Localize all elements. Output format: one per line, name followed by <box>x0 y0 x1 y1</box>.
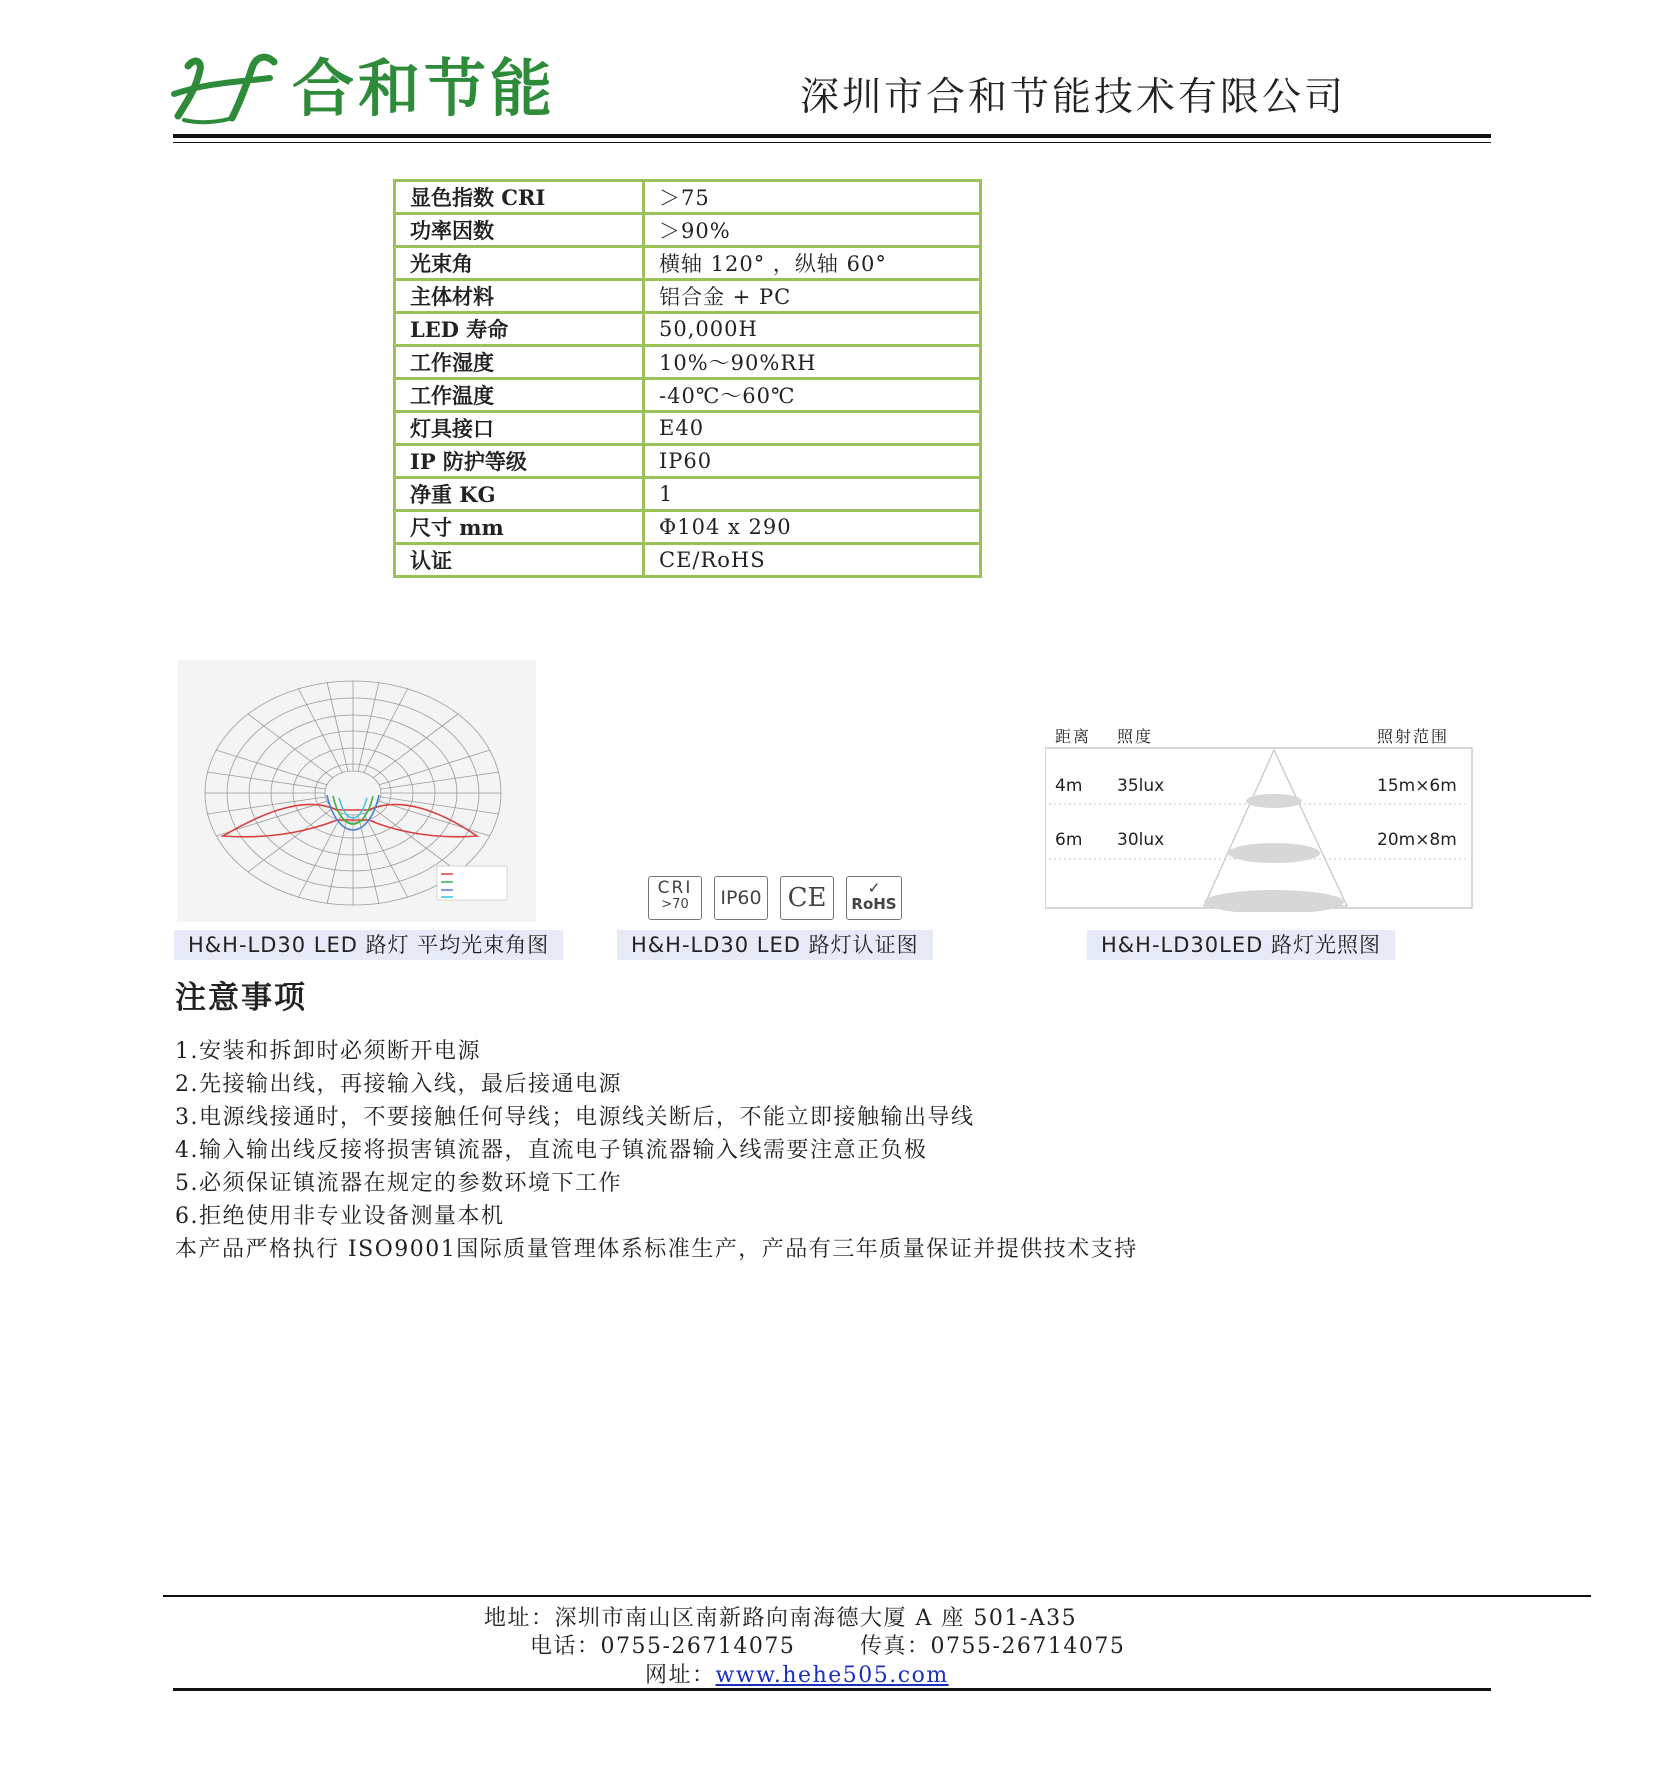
spec-value: E40 <box>644 412 981 445</box>
ip60-badge: IP60 <box>714 876 768 920</box>
notes-list <box>175 1035 1138 1266</box>
footer-fax: 传真：0755-26714075 <box>860 1634 1126 1659</box>
cri-badge-bottom: >70 <box>661 897 689 912</box>
spec-value: 横轴 120° ，纵轴 60° <box>644 247 981 280</box>
polar-figure-caption: H&H-LD30 LED 路灯 平均光束角图 <box>174 930 563 960</box>
spec-table <box>393 179 982 578</box>
spec-row <box>395 214 981 247</box>
header-divider <box>173 134 1491 138</box>
note-item: 2.先接输出线，再接输入线，最后接通电源 <box>175 1072 622 1097</box>
spec-label: LED 寿命 <box>395 313 644 346</box>
spec-value: CE/RoHS <box>644 544 981 577</box>
cri-badge-top: CRI <box>657 878 693 898</box>
footer-website-link[interactable]: www.hehe505.com <box>715 1663 949 1688</box>
spec-label: 功率因数 <box>395 214 644 247</box>
spec-value: IP60 <box>644 445 981 478</box>
spec-row <box>395 247 981 280</box>
spec-label: 灯具接口 <box>395 412 644 445</box>
footer-phone: 电话：0755-26714075 <box>530 1634 796 1659</box>
spec-row <box>395 544 981 577</box>
spec-value: 50,000H <box>644 313 981 346</box>
spec-value: 铝合金 + PC <box>644 280 981 313</box>
spec-value: ＞75 <box>644 181 981 214</box>
ce-badge: CE <box>780 876 834 920</box>
spec-value: -40℃～60℃ <box>644 379 981 412</box>
spec-label: 主体材料 <box>395 280 644 313</box>
beam-row-distance: 6m <box>1055 830 1083 850</box>
footer-divider-bottom <box>173 1688 1491 1691</box>
checkmark-icon: ✓ <box>867 879 881 897</box>
spec-row <box>395 478 981 511</box>
note-item: 3.电源线接通时，不要接触任何导线；电源线关断后，不能立即接触输出导线 <box>175 1105 975 1130</box>
footer-website-label: 网址： <box>645 1663 716 1688</box>
beam-header-illuminance: 照度 <box>1117 727 1154 746</box>
note-item: 4.输入输出线反接将损害镇流器，直流电子镇流器输入线需要注意正负极 <box>175 1138 928 1163</box>
footer-website-row <box>645 1665 949 1687</box>
cri-badge <box>648 876 702 920</box>
spec-label: 光束角 <box>395 247 644 280</box>
company-name: 深圳市合和节能技术有限公司 <box>800 75 1347 120</box>
beam-figure-caption: H&H-LD30LED 路灯光照图 <box>1087 930 1395 960</box>
rohs-badge <box>846 876 902 920</box>
cert-figure-caption: H&H-LD30 LED 路灯认证图 <box>617 930 933 960</box>
spec-value: 1 <box>644 478 981 511</box>
spec-row <box>395 379 981 412</box>
polar-distribution-figure <box>177 660 536 922</box>
beam-header-range: 照射范围 <box>1377 727 1450 746</box>
spec-label: 工作湿度 <box>395 346 644 379</box>
footer-address: 地址：深圳市南山区南新路向南海德大厦 A 座 501-A35 <box>484 1606 1078 1631</box>
note-item: 5.必须保证镇流器在规定的参数环境下工作 <box>175 1171 622 1196</box>
header-divider-thin <box>173 142 1491 143</box>
logo-text: 合和节能 <box>292 52 557 125</box>
notes-title: 注意事项 <box>175 980 307 1016</box>
spec-row <box>395 313 981 346</box>
spec-row <box>395 445 981 478</box>
beam-header-distance: 距离 <box>1055 727 1092 746</box>
beam-row-illuminance: 30lux <box>1117 830 1165 850</box>
spec-label: 净重 KG <box>395 478 644 511</box>
beam-coverage-figure <box>1045 718 1478 912</box>
beam-row-range: 15m×6m <box>1377 776 1457 796</box>
company-logo-mark <box>170 48 280 128</box>
spec-row <box>395 181 981 214</box>
spec-row <box>395 280 981 313</box>
note-item: 1.安装和拆卸时必须断开电源 <box>175 1039 481 1064</box>
beam-row-distance: 4m <box>1055 776 1083 796</box>
beam-row-illuminance: 35lux <box>1117 776 1165 796</box>
note-item: 本产品严格执行 ISO9001国际质量管理体系标准生产，产品有三年质量保证并提供技术支持 <box>175 1237 1138 1262</box>
spec-label: 显色指数 CRI <box>395 181 644 214</box>
rohs-badge-label: RoHS <box>851 895 897 913</box>
beam-row-range: 20m×8m <box>1377 830 1457 850</box>
note-item: 6.拒绝使用非专业设备测量本机 <box>175 1204 505 1229</box>
spec-value: Φ104 x 290 <box>644 511 981 544</box>
certification-badges <box>648 876 918 922</box>
spec-label: 尺寸 mm <box>395 511 644 544</box>
spec-value: 10%～90%RH <box>644 346 981 379</box>
spec-row <box>395 511 981 544</box>
spec-row <box>395 412 981 445</box>
footer-divider-top <box>163 1595 1591 1597</box>
spec-label: IP 防护等级 <box>395 445 644 478</box>
spec-label: 认证 <box>395 544 644 577</box>
spec-row <box>395 346 981 379</box>
spec-value: ＞90% <box>644 214 981 247</box>
spec-label: 工作温度 <box>395 379 644 412</box>
